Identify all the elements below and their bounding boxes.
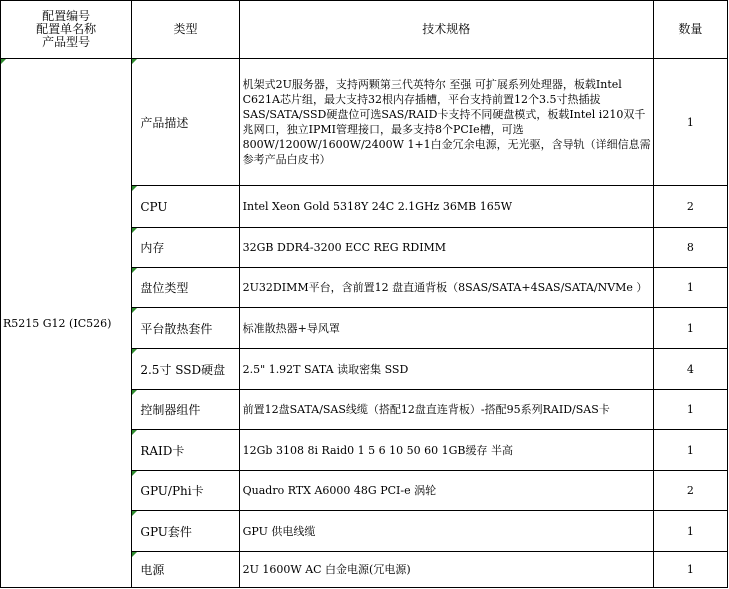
qty-cell: 1 — [653, 552, 727, 588]
type-cell: GPU套件 — [132, 511, 239, 552]
header-qty: 数量 — [653, 1, 727, 59]
type-cell: 电源 — [132, 552, 239, 588]
header-type: 类型 — [132, 1, 239, 59]
type-cell: 产品描述 — [132, 59, 239, 186]
spec-cell: 32GB DDR4-3200 ECC REG RDIMM — [239, 228, 653, 268]
spec-cell: GPU 供电线缆 — [239, 511, 653, 552]
qty-cell: 2 — [653, 186, 727, 228]
type-cell: CPU — [132, 186, 239, 228]
type-cell: GPU/Phi卡 — [132, 471, 239, 511]
header-spec: 技术规格 — [239, 1, 653, 59]
spec-cell: Intel Xeon Gold 5318Y 24C 2.1GHz 36MB 165W — [239, 186, 653, 228]
table-row — [1, 59, 728, 186]
qty-cell: 8 — [653, 228, 727, 268]
spec-cell: 机架式2U服务器，支持两颗第三代英特尔 至强 可扩展系列处理器，板载Intel C621A芯片组，最大支持32根内存插槽，平台支持前置12个3.5寸热插拔SAS/SATA/SSD硬盘位可选SAS/RAID卡支持不同硬盘模式，板载Intel i210双千兆网口，独立IPMI管理接口，最多支持8个PCIe槽，可选800W/1200W/1600W/2400W 1+1白金冗余电源，无光驱，含导轨（详细信息需参考产品白皮书） — [239, 59, 653, 186]
type-cell: RAID卡 — [132, 430, 239, 471]
header-config-line: 配置单名称 — [36, 22, 97, 36]
type-cell: 内存 — [132, 228, 239, 268]
spec-cell: 12Gb 3108 8i Raid0 1 5 6 10 50 60 1GB缓存 半高 — [239, 430, 653, 471]
spec-cell: Quadro RTX A6000 48G PCI-e 涡轮 — [239, 471, 653, 511]
qty-cell: 1 — [653, 308, 727, 349]
qty-cell: 1 — [653, 430, 727, 471]
qty-cell: 1 — [653, 511, 727, 552]
qty-cell: 1 — [653, 390, 727, 430]
header-row — [1, 1, 728, 59]
model-cell: R5215 G12 (IC526) — [1, 59, 132, 588]
type-cell: 控制器组件 — [132, 390, 239, 430]
spec-cell: 2U32DIMM平台，含前置12 盘直通背板（8SAS/SATA+4SAS/SATA/NVMe ） — [239, 268, 653, 308]
type-cell: 2.5寸 SSD硬盘 — [132, 349, 239, 390]
qty-cell: 1 — [653, 59, 727, 186]
spec-cell: 2U 1600W AC 白金电源(冗电源) — [239, 552, 653, 588]
header-config-line: 配置编号 — [42, 9, 91, 23]
header-config-line: 产品型号 — [42, 35, 91, 49]
header-config — [1, 1, 132, 59]
type-cell: 平台散热套件 — [132, 308, 239, 349]
qty-cell: 2 — [653, 471, 727, 511]
spec-cell: 前置12盘SATA/SAS线缆（搭配12盘直连背板）-搭配95系列RAID/SAS卡 — [239, 390, 653, 430]
qty-cell: 1 — [653, 268, 727, 308]
spec-cell: 标准散热器+导风罩 — [239, 308, 653, 349]
spec-cell: 2.5" 1.92T SATA 读取密集 SSD — [239, 349, 653, 390]
type-cell: 盘位类型 — [132, 268, 239, 308]
qty-cell: 4 — [653, 349, 727, 390]
